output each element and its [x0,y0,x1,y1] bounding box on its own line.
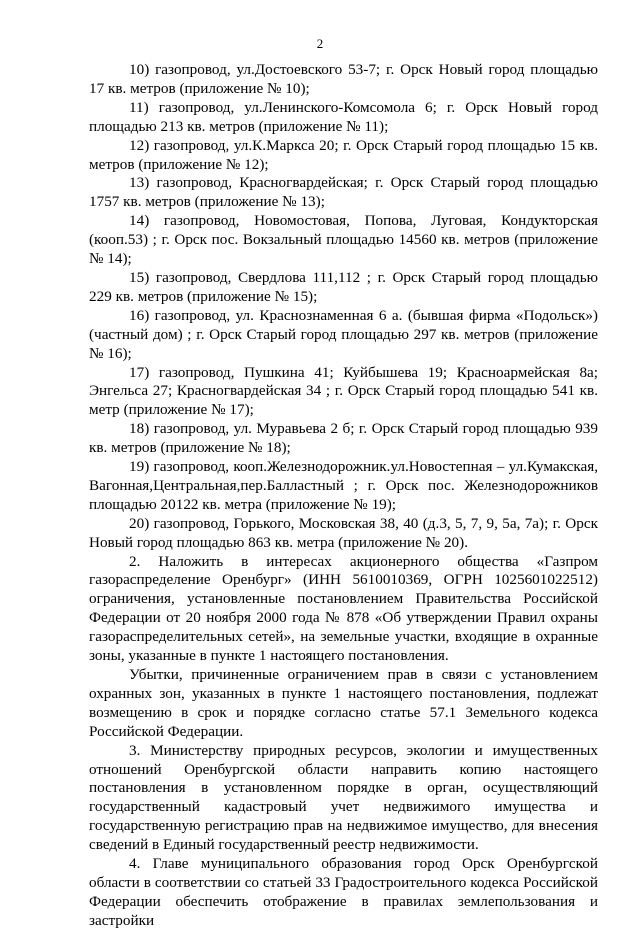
list-item: 11) газопровод, ул.Ленинского-Комсомола 6; г. Орск Новый город площадью 213 кв. метров (приложение № 11); [89,98,598,135]
list-item: 17) газопровод, Пушкина 41; Куйбышева 19; Красноармейская 8а; Энгельса 27; Красногвардейская 34 ; г. Орск Старый город площадью 541 кв. метр (приложение № 17); [89,363,598,419]
page-number: 2 [316,36,324,51]
clause-paragraph: Убытки, причиненные ограничением прав в связи с установлением охранных зон, указанных в пункте 1 настоящего постановления, подлежат возмещению в срок и порядке согласно статье 57.1 Земельного кодекса Российской Федерации. [89,666,598,740]
document-body [89,61,598,931]
list-item: 18) газопровод, ул. Муравьева 2 б; г. Орск Старый город площадью 939 кв. метров (приложение № 18); [89,420,598,457]
list-item: 19) газопровод, кооп.Железнодорожник.ул.Новостепная – ул.Кумакская, Вагонная,Центральная,пер.Балластный ; г. Орск пос. Железнодорожников площадью 20122 кв. метра (приложение № 19); [89,458,598,513]
list-item: 16) газопровод, ул. Краснознаменная 6 а. (бывшая фирма «Подольск») (частный дом) ; г. Орск Старый город площадью 297 кв. метров (приложение № 16); [89,306,598,362]
clause-paragraph: 3. Министерству природных ресурсов, экологии и имущественных отношений Оренбургской области направить копию настоящего постановления в установленном порядке в орган, осуществляющий государственный кадастровый учет недвижимого имущества и государственную регистрацию прав на недвижимое имущество, для внесения сведений в Единый государственный реестр недвижимости. [89,741,598,854]
list-item: 15) газопровод, Свердлова 111,112 ; г. Орск Старый город площадью 229 кв. метров (приложение № 15); [89,268,598,305]
clause-paragraph: 2. Наложить в интересах акционерного общества «Газпром газораспределение Оренбург» (ИНН 5610010369, ОГРН 1025601022512) ограничения, установленные постановлением Правительства Российской Федерации от 20 ноября 2000 года № 878 «Об утверждении Правил охраны газораспределительных сетей», на земельные участки, входящие в охранные зоны, указанные в пункте 1 настоящего постановления. [89,552,598,665]
clause-paragraph: 4. Главе муниципального образования город Орск Оренбургской области в соответствии со статьей 33 Градостроительного кодекса Российской Федерации обеспечить отображение в правилах землепользования и застройки [89,855,598,929]
list-item: 14) газопровод, Новомостовая, Попова, Луговая, Кондукторская (кооп.53) ; г. Орск пос. Вокзальный площадью 14560 кв. метров (приложение № 14); [89,212,598,268]
list-item: 10) газопровод, ул.Достоевского 53-7; г. Орск Новый город площадью 17 кв. метров (приложение № 10); [89,61,598,97]
list-item: 12) газопровод, ул.К.Маркса 20; г. Орск Старый город площадью 15 кв. метров (приложение № 12); [89,136,598,173]
list-item: 20) газопровод, Горького, Московская 38, 40 (д.3, 5, 7, 9, 5а, 7а); г. Орск Новый город площадью 863 кв. метра (приложение № 20). [89,514,598,551]
list-item: 13) газопровод, Красногвардейская; г. Орск Старый город площадью 1757 кв. метров (приложение № 13); [89,174,598,211]
